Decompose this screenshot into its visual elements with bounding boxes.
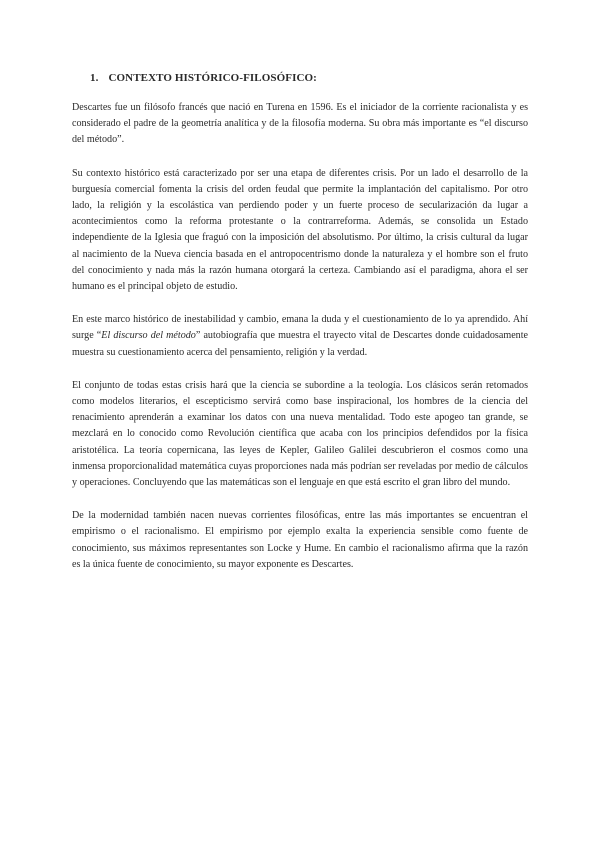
paragraph-discourse [72,312,528,361]
paragraph-philosophical-currents: De la modernidad también nacen nuevas corrientes filosóficas, entre las más importantes se encuentran el empirismo o el racionalismo. El empirismo por ejemplo exalta la experiencia sensible como fuente de conocimiento, sus máximos representantes son Locke y Hume. En cambio el racionalismo afirma que la razón es la única fuente de conocimiento, su mayor exponente es Descartes. [72,510,528,570]
document-body [72,100,528,590]
paragraph-intro: Descartes fue un filósofo francés que nació en Turena en 1596. Es el iniciador de la corriente racionalista y es considerado el padre de la geometría analítica y de la filosofía moderna. Su obra más importante es “el discurso del método”. [72,102,528,146]
section-heading [90,72,317,84]
paragraph-historical-context: Su contexto histórico está caracterizado por ser una etapa de diferentes crisis. Por un lado el desarrollo de la burguesía comercial fomenta la crisis del orden feudal que permite la implantación del capitalismo. Por otro lado, la religión y la escolástica van perdiendo poder y un fuerte proceso de secularización da lugar a acontecimientos como la reforma protestante o la contrarreforma. Además, se consolida un Estado independiente de la Iglesia que fraguó con la imposición del absolutismo. Por último, la crisis cultural da lugar al nacimiento de la Nueva ciencia basada en el antropocentrismo donde la naturaleza y el hombre son el fruto del conocimiento y nada más la razón humana otorgará la certeza. Cambiando así el paradigma, ahora el ser humano es el principal objeto de estudio. [72,167,528,293]
section-title: CONTEXTO HISTÓRICO-FILOSÓFICO: [108,72,317,84]
paragraph-discourse-before: En este marco histórico de inestabilidad y cambio, emana la duda y el cuestionamiento de lo ya aprendido. Ahí surge “ [72,314,528,342]
paragraph-discourse-after: ” autobiografía que muestra el trayecto vital de Descartes donde cuidadosamente muestra su cuestionamiento acerca del pensamiento, religión y la verdad. [72,330,529,358]
book-title: El discurso del método [101,330,196,342]
paragraph-scientific-revolution: El conjunto de todas estas crisis hará que la ciencia se subordine a la teología. Los clásicos serán retomados como modelos literarios, el escepticismo servirá como base inspiracional, los hombres de la ciencia del renacimiento aprenderán a examinar los datos con una nueva mentalidad. Todo este apogeo tan grande, se mezclará en lo conocido como Revolución científica que acaba con los principios defendidos por la física aristotélica. La teoría copernicana, las leyes de Kepler, Galileo Galilei descubrieron el cosmos como una inmensa proporcionalidad matemática cuyas proporciones nada más podrían ser reveladas por medio de cálculos y operaciones. Concluyendo que las matemáticas son el lenguaje en que está escrito el gran libro del mundo. [72,379,528,489]
section-number: 1. [90,72,99,84]
